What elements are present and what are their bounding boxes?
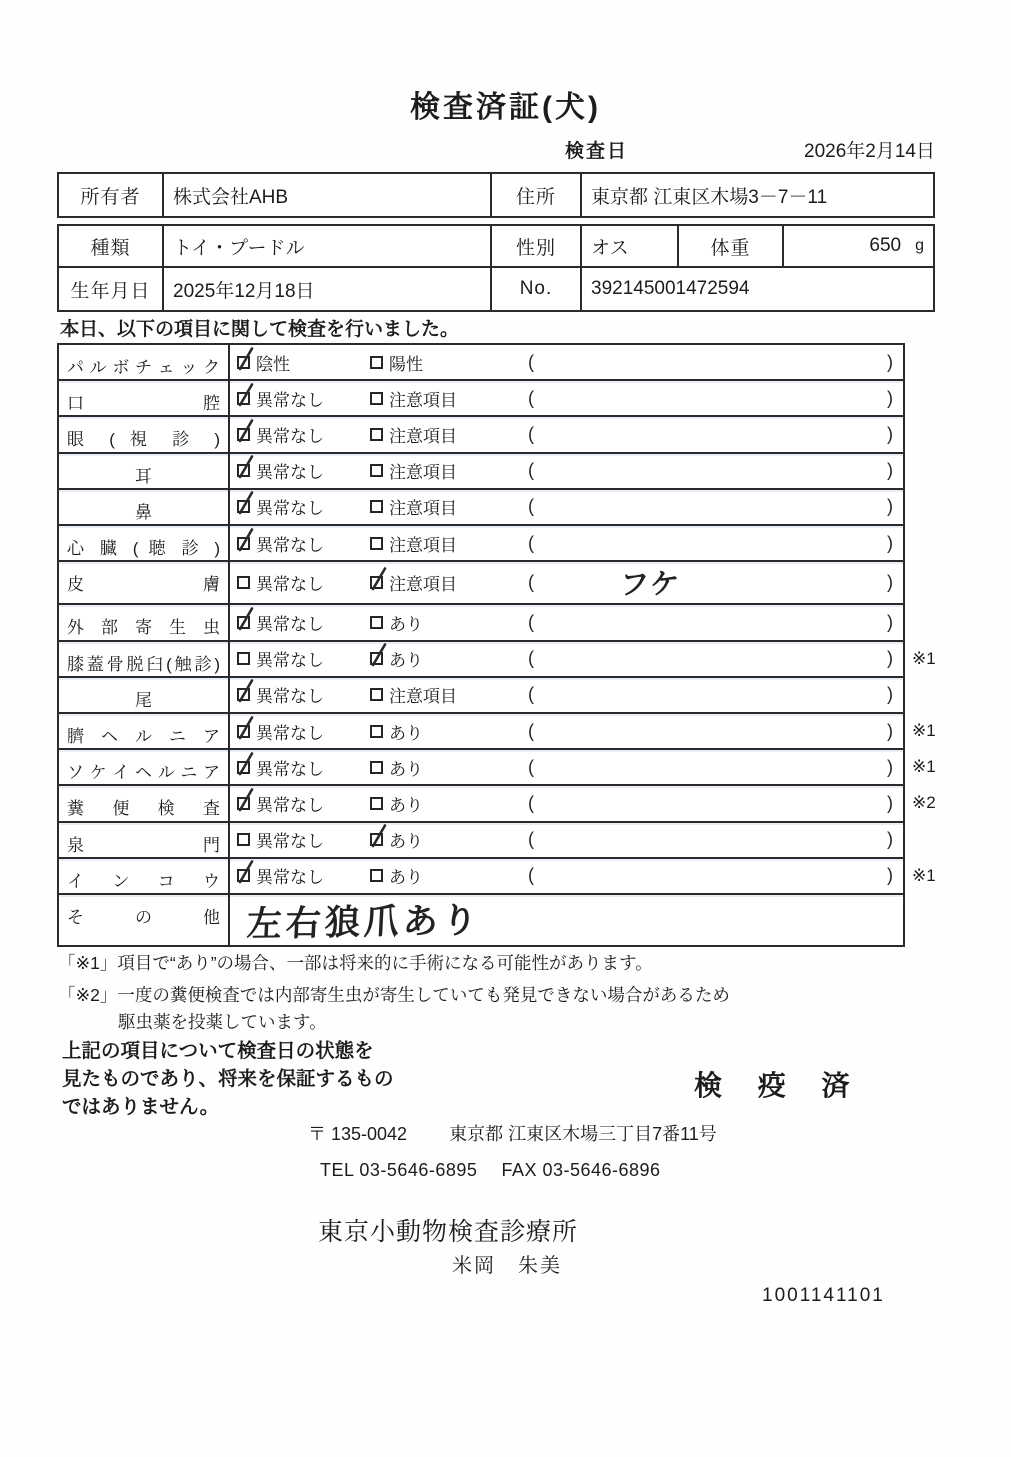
option-1-group <box>237 386 370 411</box>
checklist-row <box>59 454 903 490</box>
paren-open: ( <box>528 351 534 372</box>
checklist-row <box>59 417 903 453</box>
row-body <box>230 417 903 451</box>
paren-field <box>498 562 903 603</box>
option-2-group <box>370 827 498 852</box>
option-2-group <box>370 531 498 556</box>
checklist-row <box>59 823 903 859</box>
option-1-group <box>237 791 370 816</box>
option-1-label: 異常なし <box>256 535 324 555</box>
checkbox-option-2 <box>370 392 383 405</box>
paren-field <box>498 533 903 554</box>
checkbox-option-1 <box>237 688 250 701</box>
option-2-group <box>370 682 498 707</box>
option-1-group <box>237 422 370 447</box>
option-1-label: 異常なし <box>256 723 324 743</box>
option-2-label: 注意項目 <box>389 499 457 519</box>
item-label: 外 部 寄 生 虫 <box>59 605 230 639</box>
owner-label: 所有者 <box>59 174 164 216</box>
paren-open: ( <box>528 532 534 553</box>
option-1-label: 異常なし <box>256 795 324 815</box>
option-1-label: 異常なし <box>256 687 324 707</box>
checkbox-option-2 <box>370 464 383 477</box>
row-body <box>230 786 903 820</box>
breed-value: トイ・プードル <box>164 226 492 268</box>
option-2-group <box>370 646 498 671</box>
checkbox-option-1 <box>237 464 250 477</box>
option-1-group <box>237 863 370 888</box>
checklist-row <box>59 526 903 562</box>
item-label: イ ン コ ウ <box>59 859 230 893</box>
number-value: 392145001472594 <box>591 278 750 299</box>
checklist-row <box>59 605 903 641</box>
checkbox-option-2 <box>370 356 383 369</box>
postal-code: 〒 135-0042 <box>308 1124 408 1144</box>
checkbox-option-2 <box>370 869 383 882</box>
clinic-name: 東京小動物検査診療所 <box>318 1218 579 1246</box>
option-2-label: 注意項目 <box>389 575 457 595</box>
checkbox-option-1 <box>237 652 250 665</box>
paren-field <box>498 721 903 742</box>
option-2-label: あり <box>389 759 423 779</box>
paren-close: ) <box>887 351 893 372</box>
checkbox-option-1 <box>237 576 250 589</box>
footnote-mark: ※1 <box>912 865 936 885</box>
option-2-label: あり <box>389 868 423 888</box>
row-body <box>230 823 903 857</box>
option-1-label: 異常なし <box>256 832 324 852</box>
option-2-label: 注意項目 <box>389 390 457 410</box>
paren-close: ) <box>887 756 893 777</box>
row-body <box>230 381 903 415</box>
paren-field <box>498 648 903 669</box>
option-2-group <box>370 570 498 595</box>
option-2-label: あり <box>389 614 423 634</box>
checkbox-option-2 <box>370 576 383 589</box>
option-2-label: あり <box>389 723 423 743</box>
item-label: 糞 便 検 査 <box>59 786 230 820</box>
number-label: No. <box>492 268 582 310</box>
intro-text: 本日、以下の項目に関して検査を行いました。 <box>60 319 460 340</box>
row-body <box>230 895 903 945</box>
row-body <box>230 526 903 560</box>
birthdate-value: 2025年12月18日 <box>164 268 492 310</box>
option-1-label: 異常なし <box>256 759 324 779</box>
checkbox-option-1 <box>237 616 250 629</box>
paren-field <box>498 424 903 445</box>
option-2-group <box>370 458 498 483</box>
checklist-row <box>59 714 936 750</box>
sex-value: オス <box>582 226 679 268</box>
checkbox-option-1 <box>237 833 250 846</box>
item-label: 鼻 <box>59 490 230 524</box>
owner-table <box>57 172 935 218</box>
option-2-group <box>370 422 498 447</box>
option-2-group <box>370 791 498 816</box>
checklist-row <box>59 642 936 678</box>
address-value: 東京都 江東区木場3－7－11 <box>591 186 828 208</box>
option-1-group <box>237 646 370 671</box>
item-label: 口 腔 <box>59 381 230 415</box>
paren-close: ) <box>887 720 893 741</box>
item-label: 泉 門 <box>59 823 230 857</box>
checkbox-option-2 <box>370 537 383 550</box>
paren-open: ( <box>528 648 534 669</box>
row-body <box>230 642 903 676</box>
checklist-row <box>59 895 903 945</box>
checklist-row <box>59 381 903 417</box>
item-label: ソ ケ イ ヘ ル ニ ア <box>59 750 230 784</box>
checklist-row <box>59 750 936 786</box>
checkbox-option-1 <box>237 869 250 882</box>
page-title: 検査済証(犬) <box>410 91 601 124</box>
paren-field <box>498 352 903 373</box>
option-1-group <box>237 755 370 780</box>
option-1-group <box>237 570 370 595</box>
item-label: 膝蓋骨脱臼(触診) <box>59 642 230 676</box>
checkbox-option-2 <box>370 797 383 810</box>
paren-open: ( <box>528 792 534 813</box>
option-2-group <box>370 755 498 780</box>
paren-close: ) <box>887 792 893 813</box>
option-1-label: 異常なし <box>256 868 324 888</box>
document-number: 1001141101 <box>762 1285 885 1306</box>
footnote-2: 「※2」一度の糞便検査では内部寄生虫が寄生していても発見できない場合があるため <box>58 985 730 1005</box>
item-label: 臍 ヘ ル ニ ア <box>59 714 230 748</box>
paren-open: ( <box>528 424 534 445</box>
option-1-label: 異常なし <box>256 651 324 671</box>
paren-close: ) <box>887 387 893 408</box>
sex-label: 性別 <box>492 226 582 268</box>
checkbox-option-1 <box>237 500 250 513</box>
checkbox-option-2 <box>370 616 383 629</box>
row-body <box>230 859 903 893</box>
checkbox-option-2 <box>370 725 383 738</box>
paren-close: ) <box>887 648 893 669</box>
option-2-label: 注意項目 <box>389 427 457 447</box>
checkbox-option-1 <box>237 537 250 550</box>
checklist-row <box>59 786 936 822</box>
option-1-group <box>237 350 370 375</box>
checkbox-option-2 <box>370 688 383 701</box>
paren-close: ) <box>886 572 893 593</box>
inspection-date-value: 2026年2月14日 <box>804 141 935 162</box>
paren-open: ( <box>528 572 534 593</box>
paren-close: ) <box>887 865 893 886</box>
checklist-row <box>59 490 903 526</box>
option-2-label: 注意項目 <box>389 535 457 555</box>
clinic-fax: FAX 03-5646-6896 <box>501 1160 661 1180</box>
paren-open: ( <box>528 865 534 886</box>
footnote-mark: ※2 <box>912 793 936 813</box>
option-2-label: あり <box>389 832 423 852</box>
checklist-row <box>59 345 903 381</box>
item-label: 尾 <box>59 678 230 712</box>
option-2-label: 注意項目 <box>389 463 457 483</box>
paren-open: ( <box>528 611 534 632</box>
weight-label: 体重 <box>679 226 784 268</box>
paren-field <box>498 829 903 850</box>
paren-close: ) <box>887 684 893 705</box>
checkbox-option-1 <box>237 356 250 369</box>
checkbox-option-2 <box>370 652 383 665</box>
paren-close: ) <box>887 532 893 553</box>
pet-info-table <box>57 224 935 312</box>
paren-open: ( <box>528 496 534 517</box>
clinic-tel: TEL 03-5646-6895 <box>320 1160 478 1180</box>
option-2-label: あり <box>389 651 423 671</box>
paren-field <box>498 793 903 814</box>
paren-field <box>498 684 903 705</box>
option-1-label: 陰性 <box>256 354 290 374</box>
option-1-group <box>237 610 370 635</box>
footnote-mark: ※1 <box>912 648 936 668</box>
clinic-contact-line <box>320 1160 661 1181</box>
option-1-label: 異常なし <box>256 390 324 410</box>
disclaimer-line-3: ではありません。 <box>62 1096 220 1118</box>
footnote-2-continued: 駆虫薬を投薬しています。 <box>118 1012 327 1032</box>
birthdate-label: 生年月日 <box>59 268 164 310</box>
option-1-group <box>237 531 370 556</box>
disclaimer-line-2: 見たものであり、将来を保証するもの <box>62 1068 394 1090</box>
weight-unit: g <box>915 237 924 254</box>
checklist-table <box>57 343 936 947</box>
option-1-label: 異常なし <box>256 427 324 447</box>
checklist-row <box>59 678 903 714</box>
option-1-label: 異常なし <box>256 575 324 595</box>
inspection-date-label: 検査日 <box>565 141 629 162</box>
weight-number: 650 <box>869 235 902 256</box>
paren-close: ) <box>887 424 893 445</box>
item-label: 耳 <box>59 454 230 488</box>
checklist-row <box>59 859 936 895</box>
paren-field <box>498 388 903 409</box>
checkbox-option-2 <box>370 833 383 846</box>
row-body <box>230 345 903 379</box>
checkbox-option-1 <box>237 428 250 441</box>
checkbox-option-1 <box>237 797 250 810</box>
paren-close: ) <box>887 496 893 517</box>
option-2-group <box>370 350 498 375</box>
footnote-mark: ※1 <box>912 757 936 777</box>
option-2-group <box>370 719 498 744</box>
option-1-label: 異常なし <box>256 614 324 634</box>
address-label: 住所 <box>492 174 582 216</box>
option-2-label: あり <box>389 795 423 815</box>
paren-close: ) <box>887 611 893 632</box>
row-body <box>230 490 903 524</box>
quarantine-stamp: 検 疫 済 <box>694 1070 864 1101</box>
item-label: 皮 膚 <box>59 562 230 603</box>
paren-field <box>498 865 903 886</box>
clinic-address-line <box>308 1120 717 1146</box>
breed-label: 種類 <box>59 226 164 268</box>
option-1-group <box>237 827 370 852</box>
option-1-group <box>237 719 370 744</box>
item-label: 心 臓 ( 聴 診 ) <box>59 526 230 560</box>
option-2-group <box>370 386 498 411</box>
paren-field <box>498 496 903 517</box>
checkbox-option-2 <box>370 428 383 441</box>
paren-open: ( <box>528 387 534 408</box>
row-body <box>230 562 903 603</box>
item-label: パ ル ボ チ ェ ッ ク <box>59 345 230 379</box>
option-2-group <box>370 610 498 635</box>
option-1-group <box>237 458 370 483</box>
row-body <box>230 750 903 784</box>
owner-value: 株式会社AHB <box>164 174 492 216</box>
option-2-label: 注意項目 <box>389 687 457 707</box>
veterinarian-name: 米岡 朱美 <box>452 1255 562 1277</box>
row-body <box>230 605 903 639</box>
paren-open: ( <box>528 460 534 481</box>
checkbox-option-2 <box>370 500 383 513</box>
paren-field <box>498 460 903 481</box>
paren-open: ( <box>528 829 534 850</box>
paren-close: ) <box>887 829 893 850</box>
footnote-1: 「※1」項目で“あり”の場合、一部は将来的に手術になる可能性があります。 <box>58 953 653 973</box>
option-1-group <box>237 682 370 707</box>
handwritten-other-note: 左右狼爪あり <box>245 900 483 945</box>
checkbox-option-1 <box>237 761 250 774</box>
paren-field <box>498 612 903 633</box>
weight-value <box>784 226 933 268</box>
checkbox-option-1 <box>237 725 250 738</box>
item-label: そ の 他 <box>59 895 230 945</box>
clinic-address: 東京都 江東区木場三丁目7番11号 <box>449 1124 717 1144</box>
option-1-label: 異常なし <box>256 463 324 483</box>
checkbox-option-1 <box>237 392 250 405</box>
option-2-group <box>370 863 498 888</box>
checkbox-option-2 <box>370 761 383 774</box>
option-1-group <box>237 494 370 519</box>
item-label: 眼 ( 視 診 ) <box>59 417 230 451</box>
paren-open: ( <box>528 756 534 777</box>
checklist-row <box>59 562 903 605</box>
disclaimer-text <box>62 1037 394 1121</box>
option-2-group <box>370 494 498 519</box>
footnote-mark: ※1 <box>912 721 936 741</box>
paren-close: ) <box>887 460 893 481</box>
handwritten-note: フケ <box>618 568 682 602</box>
paren-field <box>498 757 903 778</box>
paren-open: ( <box>528 720 534 741</box>
row-body <box>230 454 903 488</box>
row-body <box>230 714 903 748</box>
option-2-label: 陽性 <box>389 354 423 374</box>
option-1-label: 異常なし <box>256 499 324 519</box>
disclaimer-line-1: 上記の項目について検査日の状態を <box>62 1040 374 1062</box>
row-body <box>230 678 903 712</box>
paren-open: ( <box>528 684 534 705</box>
